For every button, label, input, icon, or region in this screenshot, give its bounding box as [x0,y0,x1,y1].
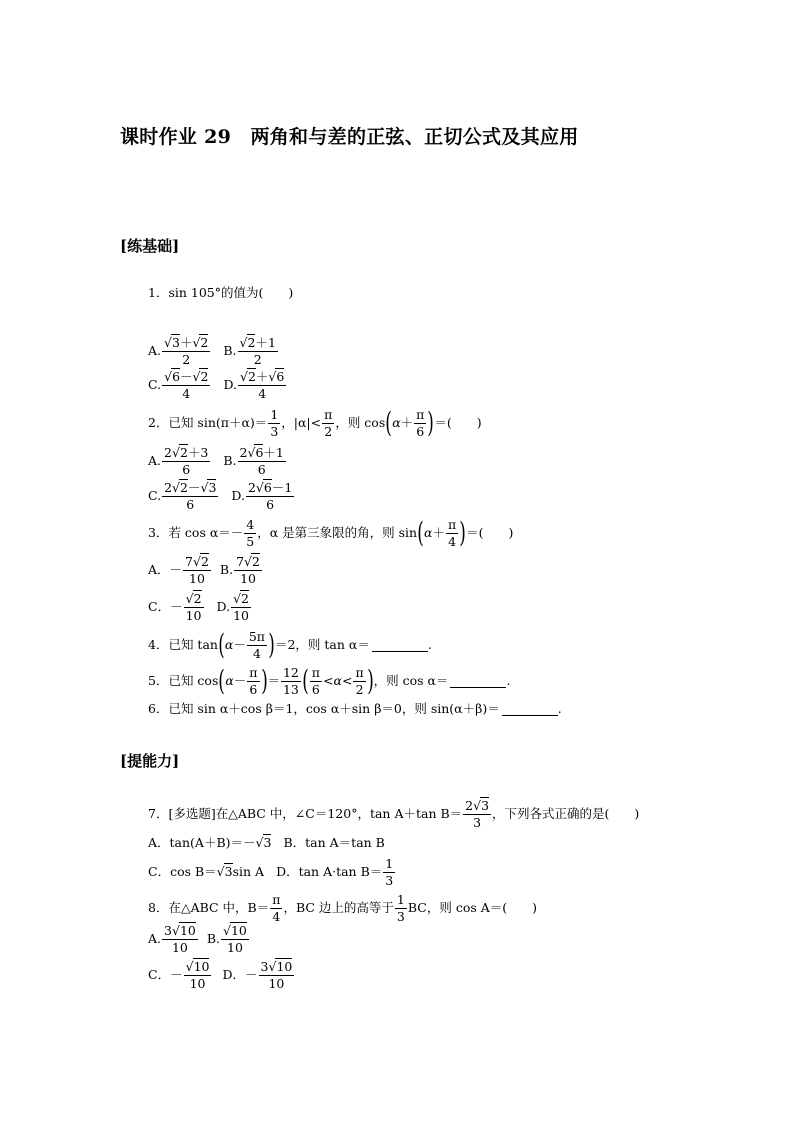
option-c-label: C. [148,377,162,392]
question-8 [148,893,537,924]
question-4-prefix: 4．已知 tan [148,637,218,652]
question-8-options-ab [148,924,250,955]
fraction: $\frac{4}{5}$ [246,517,255,549]
question-8-options-cd: C． － $\frac{√10}{10}$ D． － $\frac{3√10}{10}$ [148,959,293,991]
question-6-stem: 6．已知 sin α＋cos β＝1，cos α＋sin β＝0，则 sin(α＋β)＝ [148,701,500,717]
question-1-options-cd [148,370,287,401]
option-d-value: $\frac{3√10}{10}$ [260,959,293,991]
question-2: 2．已知 sin(π＋α)＝ $\frac{1}{3}$ ，|α|< $\frac{\pi}{2}$ ，则 cos ( α ＋ $\frac{\pi}{6}$ ) ＝( ) [148,406,482,440]
fraction: $\frac{5\pi}{4}$ [248,629,266,661]
question-3-options-ab: A． － $\frac{7√2}{10}$ B. $\frac{7√2}{10}$ [148,554,260,586]
option-a: A．tan(A＋B)＝－ [148,835,256,850]
question-7-prefix: 7．[多选题]在△ABC 中，∠C＝120°，tan A＋tan B＝ [148,806,463,821]
question-3-options-cd: C． － $\frac{√2}{10}$ D. $\frac{√2}{10}$ [148,591,249,623]
question-1 [148,287,293,300]
question-3: 3．若 cos α＝－ $\frac{4}{5}$ ，α 是第三象限的角，则 sin ( α ＋ $\frac{\pi}{4}$ ) ＝( ) [148,516,514,550]
question-2-options-ab [148,446,287,477]
fraction: $\frac{1}{3}$ [270,407,279,439]
option-c-label: C. [148,488,162,503]
option-c-tail: sin A [232,864,265,879]
section-basic: [练基础] [120,237,180,255]
question-8-mid: ，BC 边上的高等于 [283,900,394,915]
question-3-end: ＝( ) [466,525,514,540]
fraction: $\frac{\pi}{6}$ [249,665,258,697]
question-7-end: ，下列各式正确的是( ) [492,806,640,821]
question-3-prefix: 3．若 cos α＝－ [148,525,244,540]
option-c-value: $\frac{√10}{10}$ [185,959,210,991]
option-a-label: A. [148,343,162,358]
option-b-label: B. [206,931,221,946]
option-b-value: $\frac{7√2}{10}$ [236,554,260,586]
option-c: C．cos B＝ [148,864,217,879]
option-c-value: $\frac{2√2-√3}{6}$ [164,480,217,512]
fraction: $\frac{\pi}{6}$ [416,407,425,439]
option-d-value: $\frac{2√6-1}{6}$ [247,480,293,512]
option-c-label: C． [148,967,171,982]
question-2-mid: ，|α|< [281,415,322,430]
question-8-end: BC，则 cos A＝( ) [407,900,538,915]
option-d: D．tan A·tan B＝ [276,864,383,879]
fraction: $\frac{1}{3}$ [385,856,394,888]
answer-blank[interactable] [450,675,506,688]
answer-blank[interactable] [502,703,558,716]
option-b-value: $\frac{2√6+1}{6}$ [239,445,284,477]
question-7 [148,799,639,830]
option-a-value: $\frac{√3+√2}{2}$ [164,335,209,367]
option-d-label: D. [231,488,245,503]
option-c-value: $\frac{√6-√2}{4}$ [164,369,209,401]
option-d-value: $\frac{√2+√6}{4}$ [240,369,285,401]
option-b-label: B. [223,343,237,358]
option-b: B．tan A＝tan B [283,835,385,850]
question-3-mid: ，α 是第三象限的角，则 sin [257,525,418,540]
option-b-value: $\frac{√2+1}{2}$ [239,335,276,367]
option-d-label: D． [222,967,245,982]
question-8-prefix: 8．在△ABC 中，B＝ [148,900,270,915]
answer-blank[interactable] [372,639,428,652]
option-d-label: D. [216,599,231,614]
question-7-options-cd: C．cos B＝ √3 sin A D．tan A·tan B＝ $\frac{1}{3}$ [148,856,394,888]
option-b-label: B. [223,453,237,468]
question-1-stem: 1．sin 105°的值为( ) [148,285,294,300]
section-advanced: [提能力] [120,752,180,770]
option-a-label: A. [148,931,162,946]
question-6: 6．已知 sin α＋cos β＝1，cos α＋sin β＝0，则 sin(α＋β)＝ . [148,701,562,717]
fraction: $\frac{\pi}{6}$ [311,665,321,697]
question-2-end: ＝( ) [434,415,482,430]
question-2-options-cd [148,481,295,512]
option-a-value: $\frac{7√2}{10}$ [185,554,209,586]
question-5-prefix: 5．已知 cos [148,673,219,688]
question-5: 5．已知 cos ( α － $\frac{\pi}{6}$ ) ＝ $\frac{12}{13}$ ( $\frac{\pi}{6}$ < α < $\frac{\pi}{2}$ ) ，则 cos α＝ . [148,664,511,698]
question-4: 4．已知 tan ( α － $\frac{5\pi}{4}$ ) ＝2，则 tan α＝ . [148,628,432,662]
fraction: $\frac{1}{3}$ [396,892,405,924]
question-5-end: ，则 cos α＝ [373,673,449,688]
question-4-end: ＝2，则 tan α＝ [274,637,370,652]
option-a-label: A． [148,562,170,577]
page-title: 课时作业 29 两角和与差的正弦、正切公式及其应用 [120,126,579,148]
option-d-value: $\frac{√2}{10}$ [233,591,249,623]
option-a-value: $\frac{3√10}{10}$ [164,923,196,955]
question-2-mid2: ，则 cos [335,415,386,430]
option-b-value: $\frac{√10}{10}$ [223,923,247,955]
option-d-label: D. [223,377,237,392]
question-1-options-ab [148,336,279,367]
option-b-label: B. [219,562,234,577]
option-c-value: $\frac{√2}{10}$ [185,591,202,623]
fraction: $\frac{2√3}{3}$ [465,798,490,830]
option-a-value: $\frac{2√2+3}{6}$ [164,445,209,477]
fraction: $\frac{\pi}{2}$ [355,665,364,697]
fraction: $\frac{\pi}{4}$ [272,892,281,924]
fraction: $\frac{12}{13}$ [282,665,299,697]
option-a-label: A. [148,453,162,468]
question-7-options-ab: A．tan(A＋B)＝－ √3 B．tan A＝tan B [148,835,385,850]
fraction: $\frac{\pi}{2}$ [324,407,333,439]
question-2-prefix: 2．已知 sin(π＋α)＝ [148,415,268,430]
option-c-label: C． [148,599,171,614]
fraction: $\frac{\pi}{4}$ [448,517,457,549]
